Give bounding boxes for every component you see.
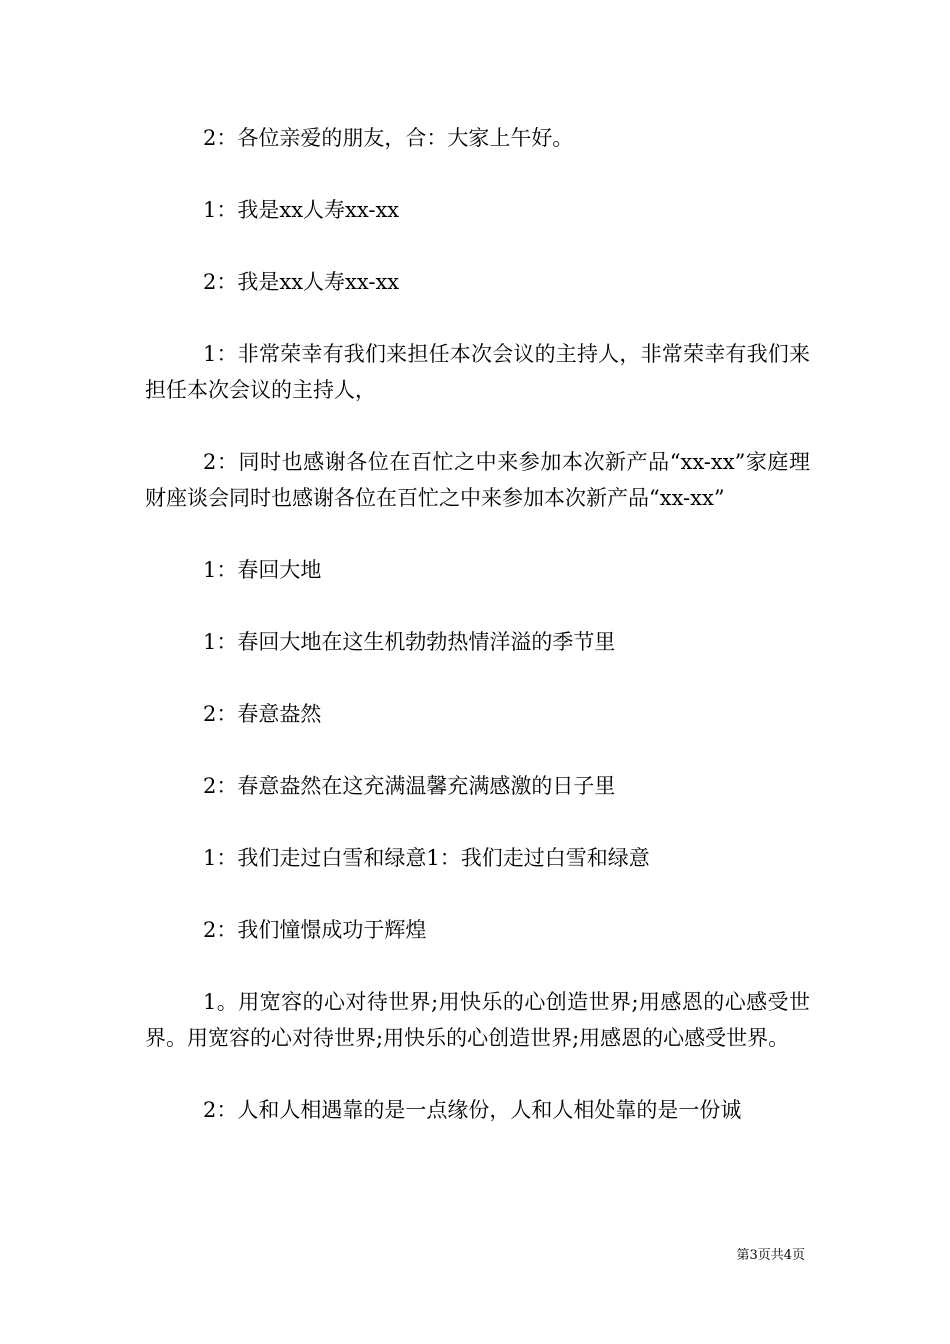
page-number-footer: 第3页共4页: [736, 1248, 805, 1263]
paragraph: 1。用宽容的心对待世界;用快乐的心创造世界;用感恩的心感受世界。用宽容的心对待世界;用快乐的心创造世界;用感恩的心感受世界。: [145, 990, 810, 1050]
document-body: [145, 120, 810, 1164]
paragraph: 1：春回大地: [203, 558, 322, 582]
paragraph: 1：春回大地在这生机勃勃热情洋溢的季节里: [203, 630, 616, 654]
paragraph: 2：我是xx人寿xx-xx: [203, 270, 400, 294]
paragraph: 2：春意盎然: [203, 702, 322, 726]
paragraph: 2：各位亲爱的朋友，合：大家上午好。: [203, 126, 574, 150]
paragraph: 2：同时也感谢各位在百忙之中来参加本次新产品“xx-xx”家庭理财座谈会同时也感谢各位在百忙之中来参加本次新产品“xx-xx”: [145, 450, 810, 510]
paragraph: 2：我们憧憬成功于辉煌: [203, 918, 427, 942]
paragraph: 1：非常荣幸有我们来担任本次会议的主持人，非常荣幸有我们来担任本次会议的主持人，: [145, 342, 810, 402]
paragraph: 1：我们走过白雪和绿意1：我们走过白雪和绿意: [203, 846, 650, 870]
paragraph: 2：人和人相遇靠的是一点缘份，人和人相处靠的是一份诚: [203, 1098, 742, 1122]
paragraph: 1：我是xx人寿xx-xx: [203, 198, 400, 222]
paragraph: 2：春意盎然在这充满温馨充满感激的日子里: [203, 774, 616, 798]
